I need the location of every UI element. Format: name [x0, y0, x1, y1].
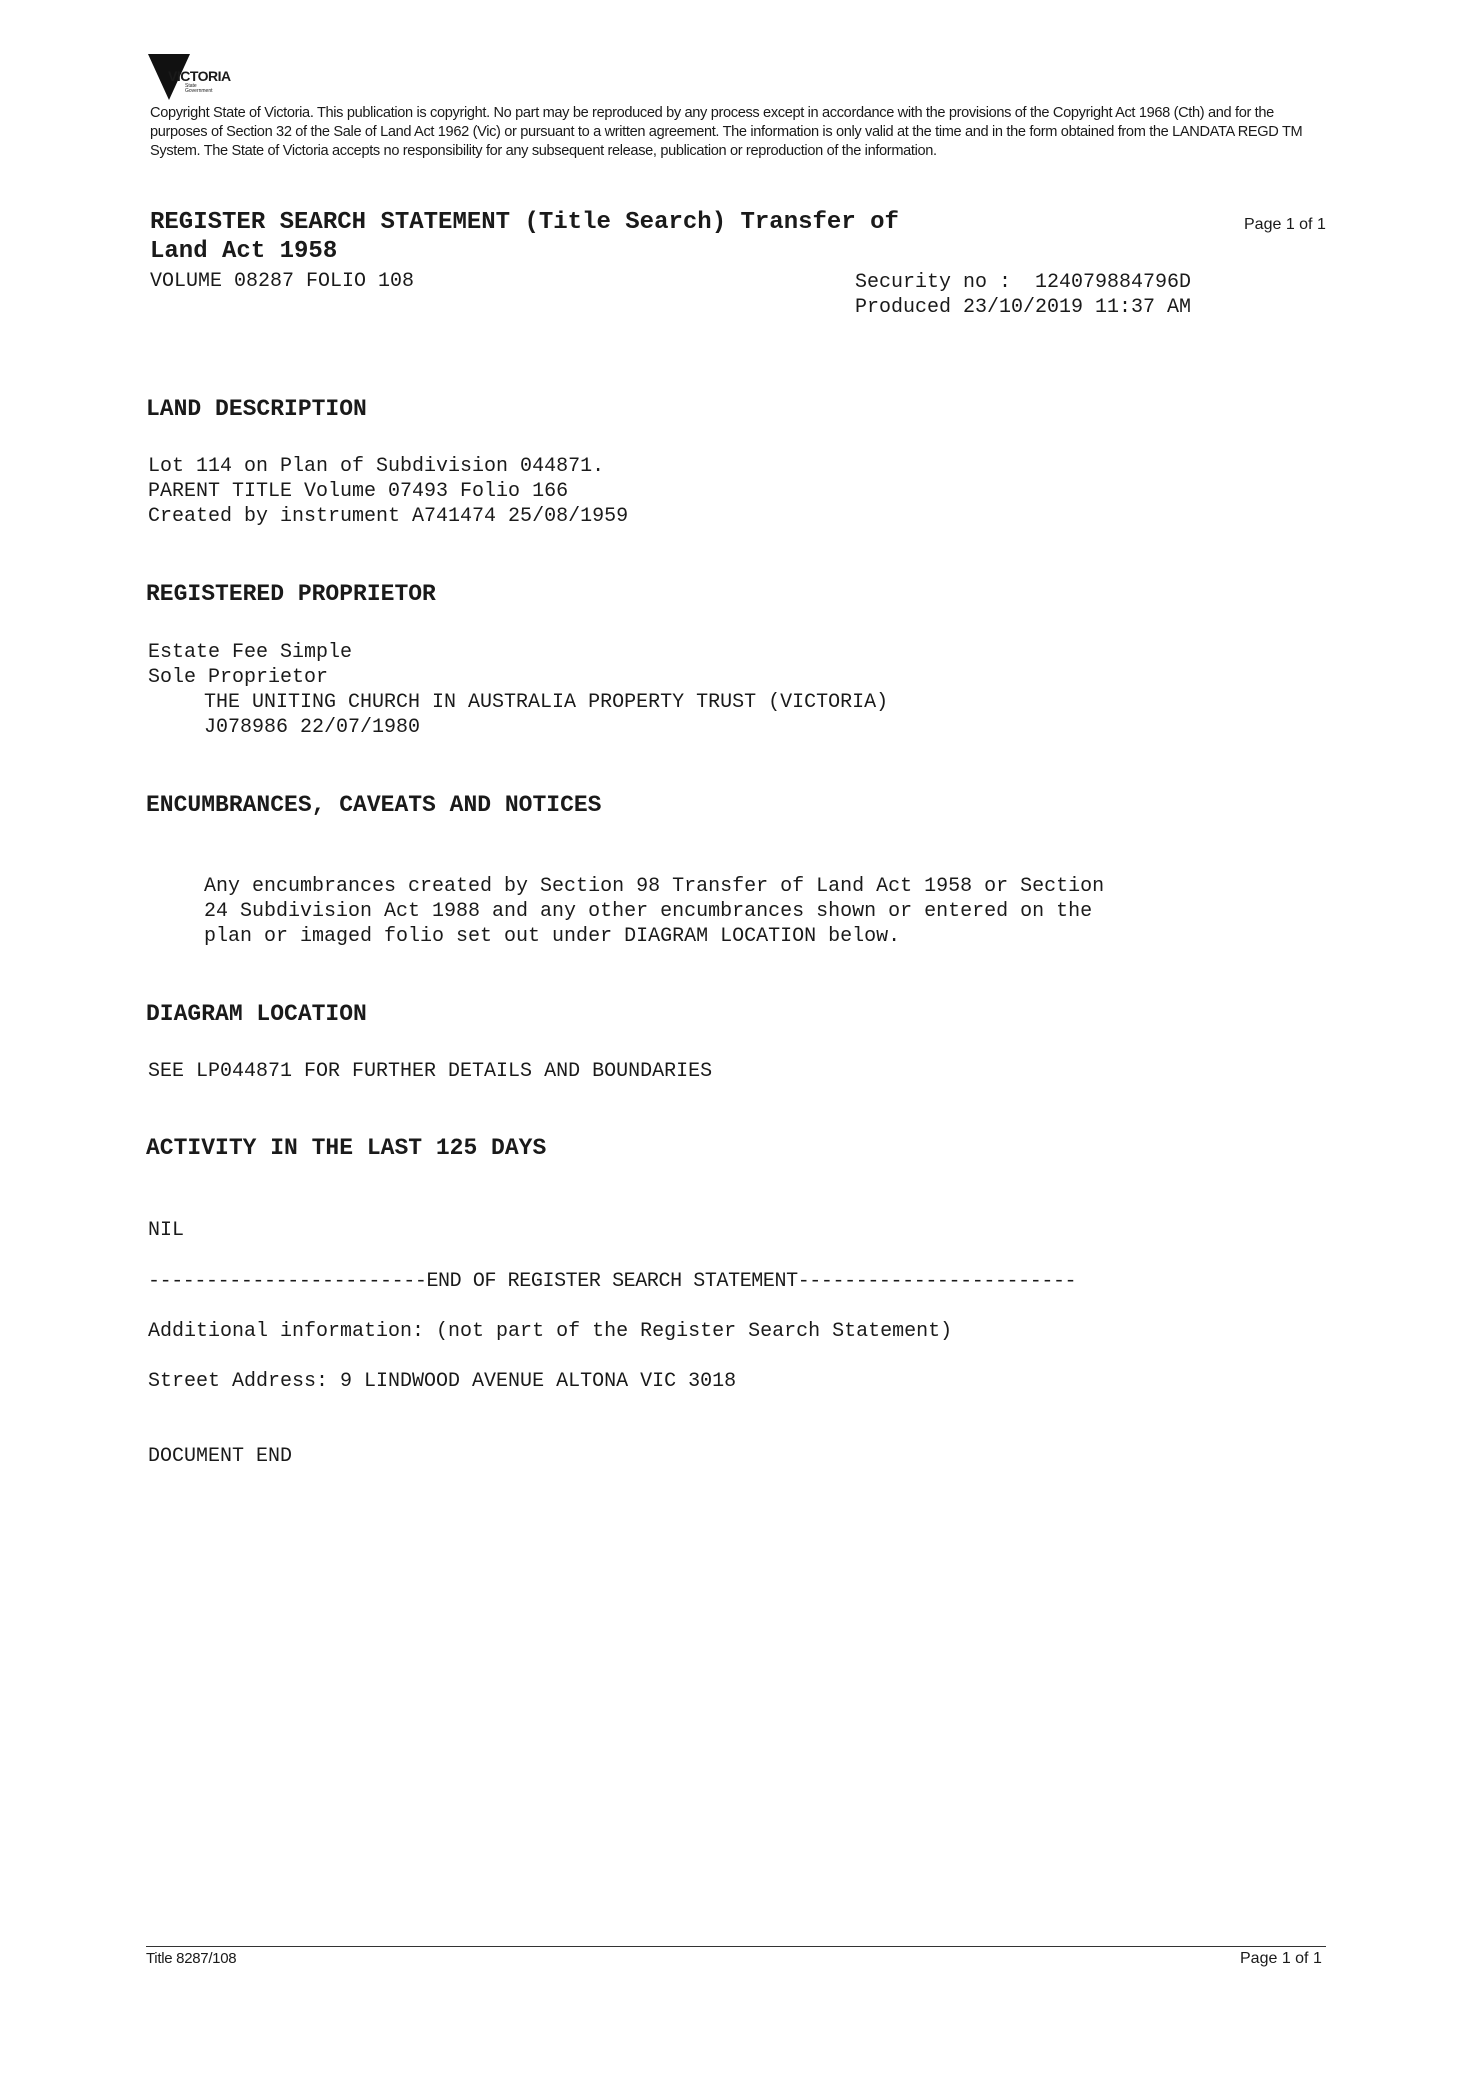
- logo-text: VICTORIA: [168, 68, 231, 84]
- additional-information: Additional information: (not part of the Register Search Statement): [148, 1320, 953, 1343]
- title-line-1: REGISTER SEARCH STATEMENT (Title Search) Transfer of: [150, 209, 899, 236]
- activity-text: NIL: [148, 1219, 185, 1242]
- page-number-top: Page 1 of 1: [1244, 216, 1326, 233]
- footer-page-number: Page 1 of 1: [1240, 1950, 1322, 1967]
- registered-proprietor-heading: REGISTERED PROPRIETOR: [146, 581, 436, 607]
- title-line-2: Land Act 1958: [150, 238, 338, 265]
- street-address: Street Address: 9 LINDWOOD AVENUE ALTONA VIC 3018: [148, 1370, 737, 1393]
- produced-date: Produced 23/10/2019 11:37 AM: [855, 296, 1192, 319]
- encumbrances-heading: ENCUMBRANCES, CAVEATS AND NOTICES: [146, 792, 602, 818]
- estate-type: Estate Fee Simple: [148, 641, 353, 664]
- activity-heading: ACTIVITY IN THE LAST 125 DAYS: [146, 1135, 547, 1161]
- encumbrances-line: plan or imaged folio set out under DIAGRAM LOCATION below.: [204, 925, 901, 948]
- diagram-location-text: SEE LP044871 FOR FURTHER DETAILS AND BOUNDARIES: [148, 1060, 713, 1083]
- encumbrances-line: 24 Subdivision Act 1988 and any other encumbrances shown or entered on the: [204, 900, 1093, 923]
- end-of-statement-line: ------------------------END OF REGISTER SEARCH STATEMENT------------------------: [148, 1270, 1077, 1293]
- encumbrances-line: Any encumbrances created by Section 98 Transfer of Land Act 1958 or Section: [204, 875, 1105, 898]
- proprietor-name: THE UNITING CHURCH IN AUSTRALIA PROPERTY TRUST (VICTORIA): [204, 691, 889, 714]
- land-description-line: PARENT TITLE Volume 07493 Folio 166: [148, 480, 569, 503]
- security-block: [855, 270, 1191, 320]
- land-description-line: Lot 114 on Plan of Subdivision 044871.: [148, 455, 605, 478]
- proprietor-type: Sole Proprietor: [148, 666, 329, 689]
- proprietor-instrument: J078986 22/07/1980: [204, 716, 421, 739]
- volume-folio: VOLUME 08287 FOLIO 108: [150, 270, 415, 293]
- footer-divider: [146, 1946, 1326, 1947]
- document-end: DOCUMENT END: [148, 1445, 293, 1468]
- copyright-notice: Copyright State of Victoria. This publication is copyright. No part may be reproduced by any process except in accordance with the provisions of the Copyright Act 1968 (Cth) and for the purposes of Section 32 of the Sale of Land Act 1962 (Vic) or pursuant to a written agreement. The information is only valid at the time and in the form obtained from the LANDATA REGD TM System. The State of Victoria accepts no responsibility for any subsequent release, publication or reproduction of the information.: [150, 105, 1303, 159]
- footer-title-ref: Title 8287/108: [146, 1950, 237, 1967]
- security-number: Security no : 124079884796D: [855, 271, 1192, 294]
- diagram-location-heading: DIAGRAM LOCATION: [146, 1001, 367, 1027]
- land-description-line: Created by instrument A741474 25/08/1959: [148, 505, 629, 528]
- logo-subtext: State Government: [185, 83, 213, 94]
- land-description-heading: LAND DESCRIPTION: [146, 396, 367, 422]
- document-title: [150, 208, 1050, 266]
